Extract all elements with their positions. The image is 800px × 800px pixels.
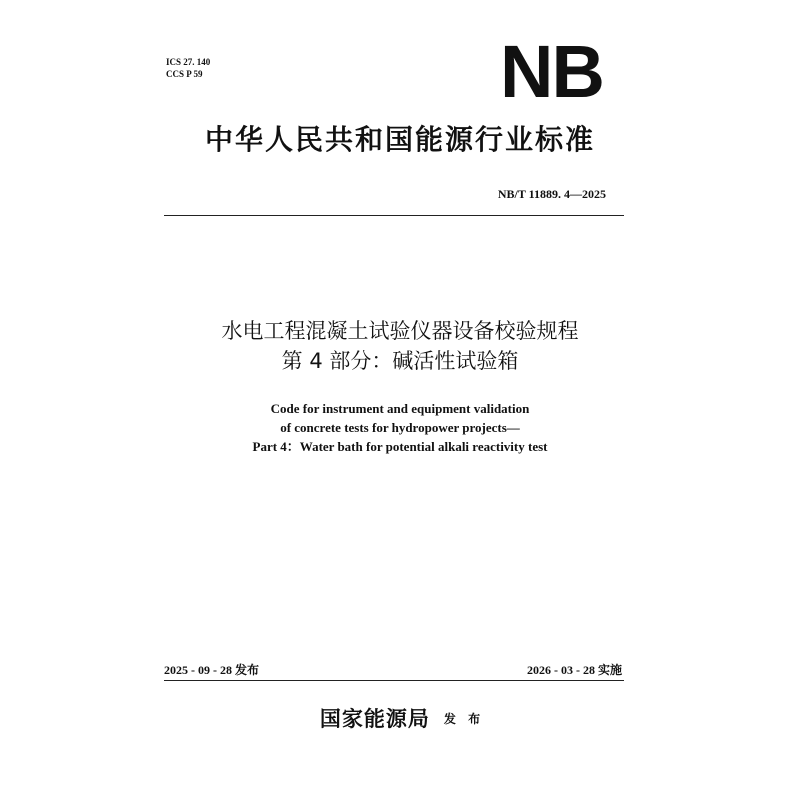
classification-codes xyxy=(166,56,210,80)
nb-logo: NB xyxy=(500,30,603,113)
top-divider xyxy=(164,215,624,216)
english-title-line-3: Part 4：Water bath for potential alkali reactivity test xyxy=(252,439,548,454)
implementation-date: 2026 - 03 - 28 实施 xyxy=(527,663,622,677)
chinese-title xyxy=(120,316,680,376)
publisher-verb: 发 布 xyxy=(443,712,481,726)
issue-date: 2025 - 09 - 28 发布 xyxy=(164,663,259,677)
bottom-divider xyxy=(164,680,624,681)
english-title-line-1: Code for instrument and equipment validation xyxy=(270,401,530,416)
english-title xyxy=(150,399,650,456)
chinese-title-line-1: 水电工程混凝土试验仪器设备校验规程 xyxy=(221,319,579,343)
english-title-line-2: of concrete tests for hydropower projects— xyxy=(280,420,520,435)
publisher-name: 国家能源局 xyxy=(319,706,430,731)
ics-code: ICS 27. 140 xyxy=(166,57,211,67)
publisher xyxy=(200,704,600,734)
chinese-title-line-2: 第 4 部分：碱活性试验箱 xyxy=(281,349,519,373)
standard-number: NB/T 11889. 4—2025 xyxy=(497,187,606,201)
industry-standard-title: 中华人民共和国能源行业标准 xyxy=(204,123,595,156)
ccs-code: CCS P 59 xyxy=(166,69,203,79)
